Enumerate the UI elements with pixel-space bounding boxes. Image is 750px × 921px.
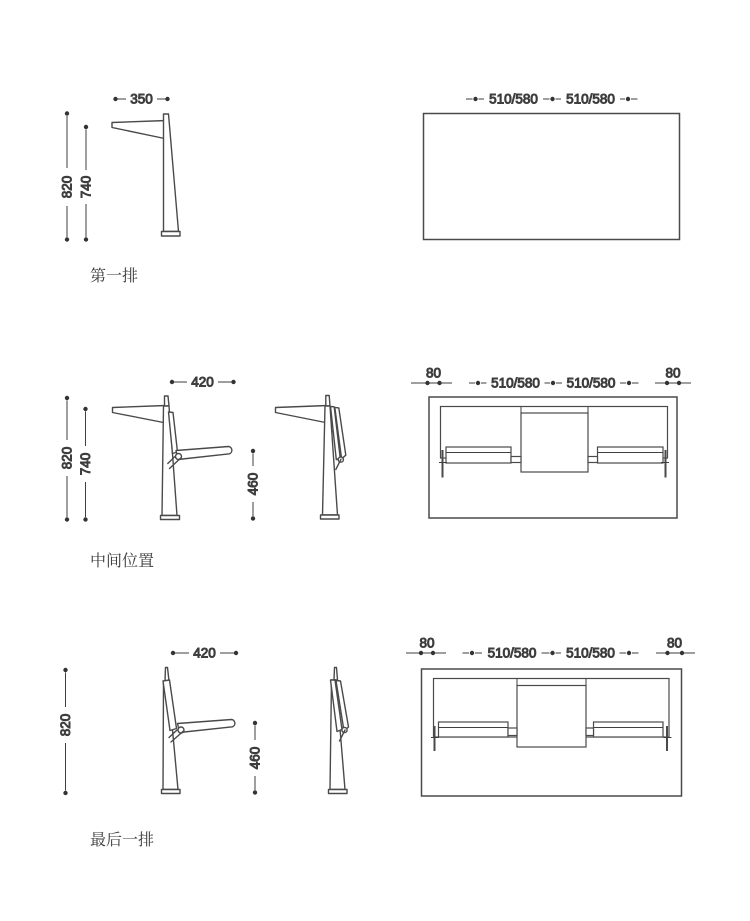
row2-plan-arm-right [588,457,598,463]
row2-plan-seat-left [446,447,511,463]
row2-plan-view [429,397,677,518]
row2-plan-center-console [521,413,588,472]
row3-seat2-width-label: 510/580 [566,645,615,661]
row1-width-dim-label: 350 [130,91,153,107]
row2-plan-dims [411,366,691,391]
row3-folded-foot [329,790,348,794]
row1-width-dim [113,91,169,106]
row3-height-820-label: 820 [58,713,73,737]
row1-caption: 第一排 [90,268,139,285]
row2-chair-folded-elevation [276,396,346,520]
row2-open-seat [176,447,232,460]
row1-plan-width-dims [466,91,638,106]
row2-height-820-dim [60,396,75,522]
row2-open-desk-top [113,406,167,424]
row1-desk-foot [162,232,181,237]
row3-seat-height-dim [248,721,263,795]
row3-plan-arm-right [586,728,594,736]
row2-section [60,366,692,571]
row1-desk-leg [164,114,179,232]
row2-plan-seat-right [598,447,664,463]
row1-seat2-width-label: 510/580 [566,91,615,107]
row2-open-foot [161,516,180,520]
row2-seat-height-dim [246,449,261,521]
row3-open-post-tip [165,668,169,682]
row3-plan-arm-left [508,728,517,736]
row2-seat1-width-label: 510/580 [491,375,540,391]
row2-chair-open-elevation [113,396,232,520]
row1-seat1-width-label: 510/580 [489,91,538,107]
row2-width-dim-label: 420 [191,374,214,390]
row1-desk-side-elevation [112,114,180,236]
row2-height-740-dim [78,407,93,522]
row2-plan-arm-left [511,457,521,463]
row2-folded-desk-top [276,406,329,424]
row1-desk-plan-view [424,114,680,240]
row1-height-740-label: 740 [78,175,94,199]
row2-height-740-label: 740 [78,452,93,476]
row3-open-seat [178,720,235,733]
row3-chair-open-elevation [162,668,235,794]
row2-caption: 中间位置 [90,553,155,570]
row2-seat-height-label: 460 [245,472,261,496]
row3-seat-height-label: 460 [247,746,263,770]
row2-seat2-width-label: 510/580 [566,375,616,391]
row3-caption: 最后一排 [90,832,155,849]
row2-folded-post-tip [326,396,330,407]
row3-plan-view [422,669,682,796]
row3-open-foot [162,790,181,794]
row2-open-post-tip [165,396,170,406]
row3-height-820-dim [58,668,73,795]
row1-height-740-dim [79,125,94,242]
row3-width-dim [171,645,238,660]
row2-gap-right-label: 80 [665,365,681,381]
row2-width-dim [170,374,236,389]
row3-plan-seat-left [439,722,509,737]
row2-folded-foot [321,515,340,519]
row2-gap-left-label: 80 [425,365,442,381]
row3-plan-dims [406,636,695,661]
row1-height-820-label: 820 [59,175,75,199]
row3-folded-post-tip [334,668,338,681]
row3-plan-seat-right [594,722,664,737]
row3-gap-right-label: 80 [666,635,683,651]
row1-desk-top [112,121,167,140]
row3-chair-folded-elevation [329,668,349,794]
row3-section [58,636,695,850]
row2-height-820-label: 820 [59,446,75,470]
row3-plan-center-console [517,686,586,748]
row3-seat1-width-label: 510/580 [487,645,537,661]
row3-width-dim-label: 420 [193,645,216,661]
row1-section [60,91,680,285]
row3-gap-left-label: 80 [419,635,435,651]
row1-height-820-dim [60,111,75,241]
